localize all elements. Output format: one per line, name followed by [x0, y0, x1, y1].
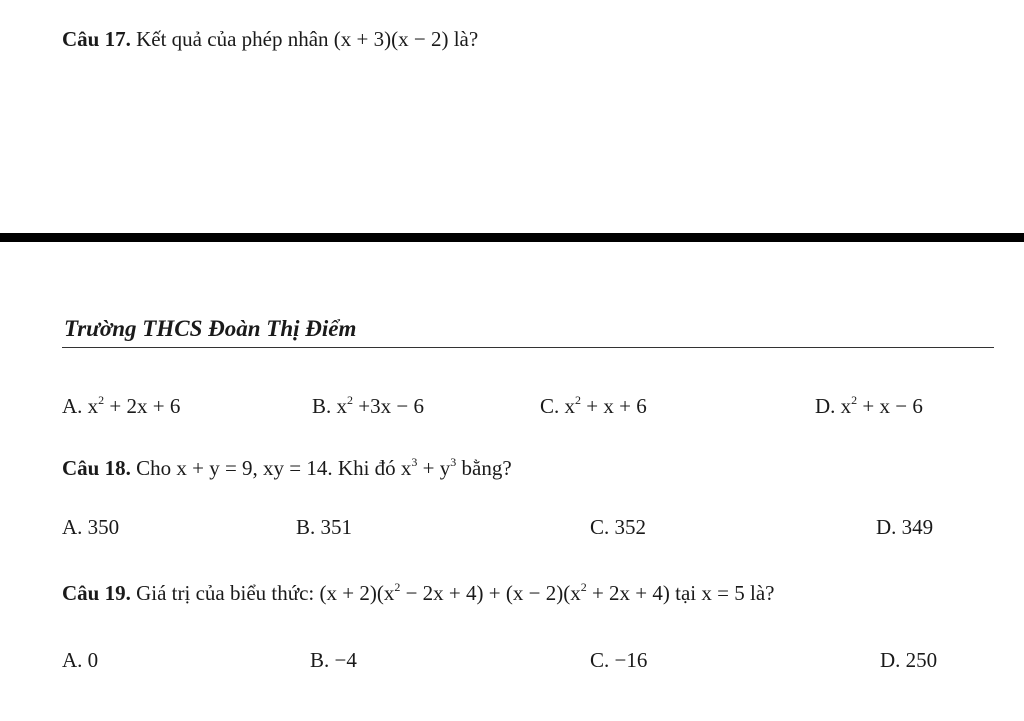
option-c: C. −16: [590, 648, 648, 672]
question-17-options: [0, 394, 1024, 422]
option-a: A. 350: [62, 515, 120, 539]
question-19-options: [0, 648, 1024, 676]
question-17-expression: (x + 3)(x − 2): [333, 27, 449, 51]
option-b: B. $x^2 +3x - 6$: [312, 393, 424, 418]
option-d: D. $x^2 + x - 6$: [815, 393, 923, 418]
question-19: Câu 19. Giá trị của biểu thức: $(x + 2)(x^2 - 2x + 4) + (x - 2)(x^2 + 2x + 4)$ tại x = 5 là?: [62, 580, 775, 605]
option-d: D. 250: [880, 648, 938, 672]
question-18-options: [0, 515, 1024, 543]
question-18: Câu 18. Cho x + y = 9, xy = 14. Khi đó $x^3 + y^3$ bằng?: [62, 455, 512, 480]
option-c: C. 352: [590, 515, 647, 539]
question-17-label: Câu 17.: [62, 27, 131, 51]
question-18-label: Câu 18.: [62, 456, 131, 480]
question-17-end: là?: [453, 27, 479, 51]
option-b: B. 351: [296, 515, 353, 539]
option-a: A. 0: [62, 648, 99, 672]
option-d: D. 349: [876, 515, 934, 539]
option-b: B. −4: [310, 648, 357, 672]
question-19-label: Câu 19.: [62, 581, 131, 605]
question-17-text: Kết quả của phép nhân: [136, 27, 329, 51]
school-name: Trường THCS Đoàn Thị Điểm: [64, 316, 357, 341]
option-c: C. $x^2 + x + 6$: [540, 393, 647, 418]
header-rule: [62, 347, 994, 348]
page-divider: [0, 233, 1024, 242]
option-a: A. $x^2 + 2x + 6$: [62, 393, 181, 418]
question-17: [62, 26, 478, 52]
